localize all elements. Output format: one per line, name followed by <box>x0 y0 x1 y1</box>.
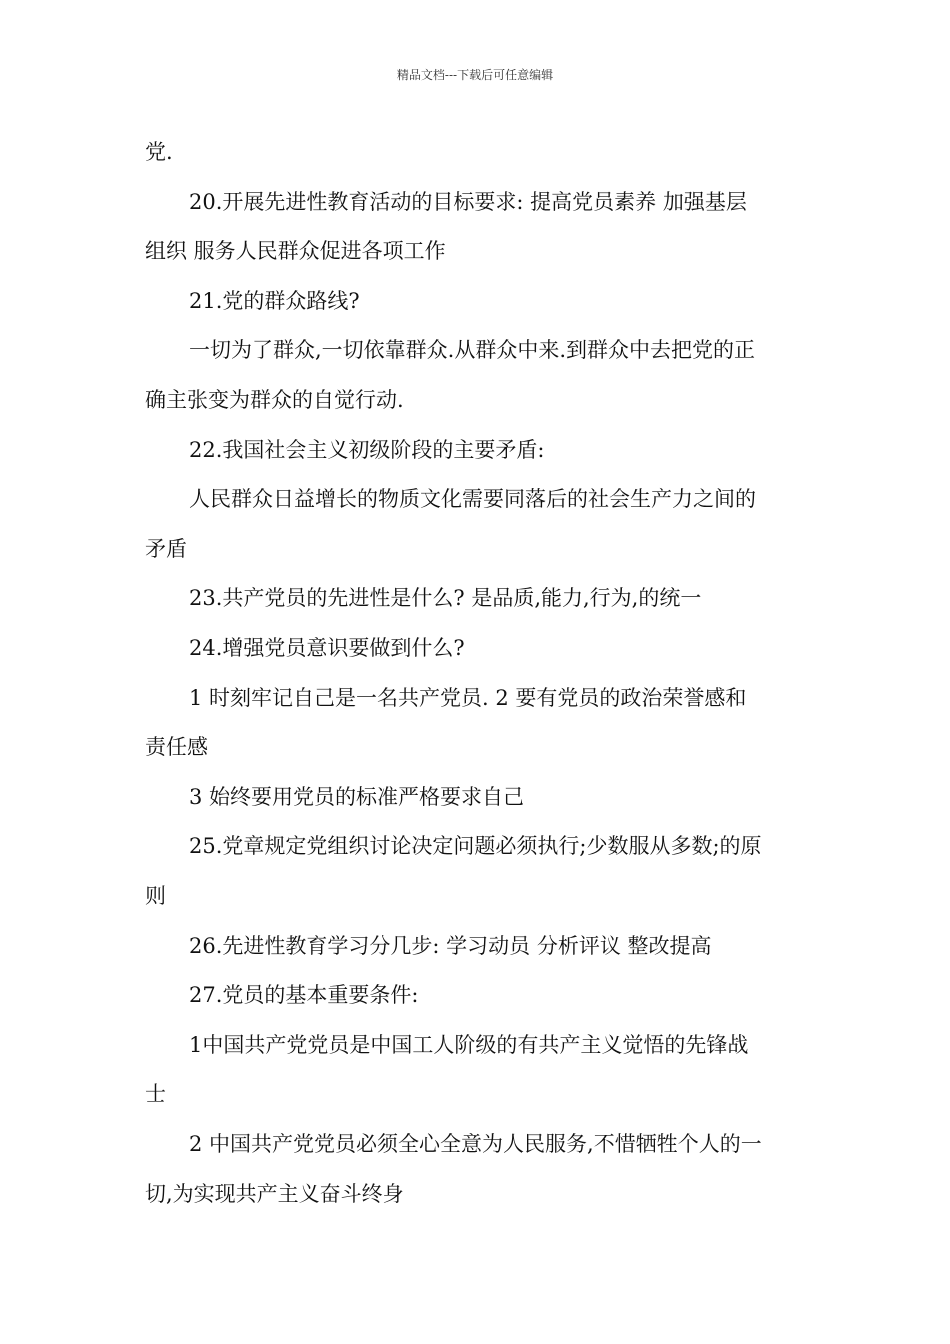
text-line: 确主张变为群众的自觉行动. <box>145 388 404 412</box>
text-line: 25.党章规定党组织讨论决定问题必须执行;少数服从多数;的原 <box>189 834 762 859</box>
text-line: 一切为了群众,一切依靠群众.从群众中来.到群众中去把党的正 <box>189 338 756 363</box>
text-line: 24.增强党员意识要做到什么? <box>189 636 465 660</box>
text-line: 切,为实现共产主义奋斗终身 <box>145 1181 404 1206</box>
text-line: 人民群众日益增长的物质文化需要同落后的社会生产力之间的 <box>189 487 756 512</box>
page-header: 精品文档---下载后可任意编辑 <box>396 68 554 82</box>
text-line: 22.我国社会主义初级阶段的主要矛盾: <box>189 437 545 462</box>
text-line: 责任感 <box>145 735 208 760</box>
text-line: 3 始终要用党员的标准严格要求自己 <box>189 784 525 809</box>
text-line: 1 时刻牢记自己是一名共产党员. 2 要有党员的政治荣誉感和 <box>189 685 747 710</box>
text-line: 士 <box>145 1082 166 1107</box>
text-line: 组织 服务人民群众促进各项工作 <box>145 239 446 264</box>
text-line: 21.党的群众路线? <box>189 288 360 313</box>
text-line: 2 中国共产党党员必须全心全意为人民服务,不惜牺牲个人的一 <box>189 1132 762 1156</box>
text-line: 党. <box>145 140 173 164</box>
text-line: 20.开展先进性教育活动的目标要求: 提高党员素养 加强基层 <box>189 189 747 214</box>
text-line: 23.共产党员的先进性是什么? 是品质,能力,行为,的统一 <box>189 586 702 611</box>
text-line: 矛盾 <box>145 536 187 561</box>
text-line: 则 <box>145 884 166 908</box>
text-line: 1中国共产党党员是中国工人阶级的有共产主义觉悟的先锋战 <box>189 1032 749 1057</box>
text-line: 26.先进性教育学习分几步: 学习动员 分析评议 整改提高 <box>189 933 712 958</box>
text-line: 27.党员的基本重要条件: <box>189 983 419 1008</box>
